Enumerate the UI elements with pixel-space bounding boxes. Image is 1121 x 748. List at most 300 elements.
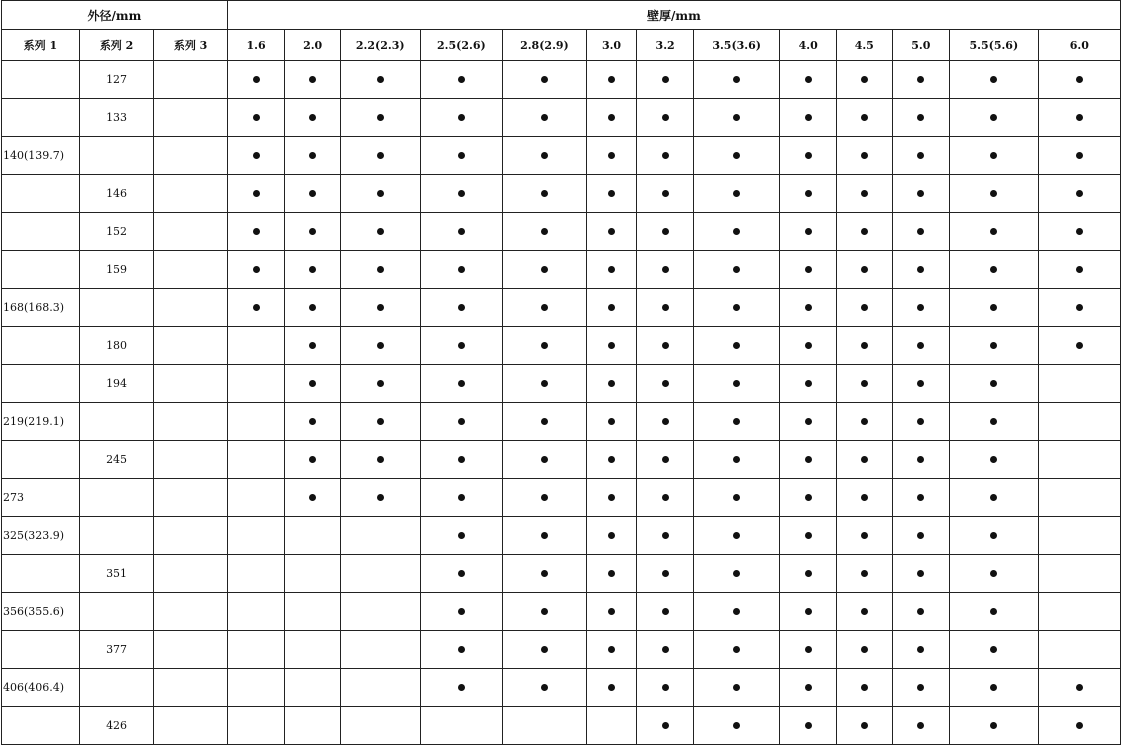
availability-dot-icon bbox=[917, 114, 924, 121]
availability-dot-icon bbox=[733, 228, 740, 235]
thickness-cell bbox=[420, 403, 503, 441]
availability-dot-icon bbox=[253, 152, 260, 159]
thickness-cell bbox=[780, 289, 837, 327]
table-row bbox=[2, 707, 1121, 745]
thickness-cell bbox=[836, 213, 892, 251]
availability-dot-icon bbox=[917, 418, 924, 425]
thickness-cell bbox=[950, 327, 1039, 365]
thickness-cell bbox=[340, 517, 420, 555]
table-row bbox=[2, 403, 1121, 441]
thickness-cell bbox=[503, 631, 587, 669]
series-3-cell bbox=[154, 175, 228, 213]
availability-dot-icon bbox=[917, 532, 924, 539]
availability-dot-icon bbox=[733, 646, 740, 653]
availability-dot-icon bbox=[917, 190, 924, 197]
series-3-cell bbox=[154, 61, 228, 99]
thickness-cell bbox=[950, 213, 1039, 251]
table-row bbox=[2, 175, 1121, 213]
thickness-cell bbox=[503, 707, 587, 745]
thickness-cell bbox=[836, 707, 892, 745]
thickness-cell bbox=[340, 137, 420, 175]
thickness-cell bbox=[950, 631, 1039, 669]
thickness-cell bbox=[780, 517, 837, 555]
availability-dot-icon bbox=[805, 684, 812, 691]
availability-dot-icon bbox=[541, 570, 548, 577]
availability-dot-icon bbox=[608, 418, 615, 425]
series-1-cell bbox=[2, 99, 80, 137]
thickness-cell bbox=[227, 175, 285, 213]
availability-dot-icon bbox=[541, 114, 548, 121]
thickness-cell bbox=[637, 403, 694, 441]
thickness-cell bbox=[780, 631, 837, 669]
thickness-cell bbox=[892, 555, 950, 593]
availability-dot-icon bbox=[662, 380, 669, 387]
thickness-cell bbox=[285, 213, 341, 251]
availability-dot-icon bbox=[990, 342, 997, 349]
thickness-cell bbox=[285, 707, 341, 745]
thickness-cell bbox=[420, 707, 503, 745]
thickness-cell bbox=[420, 631, 503, 669]
thickness-cell bbox=[340, 669, 420, 707]
availability-dot-icon bbox=[541, 646, 548, 653]
thickness-cell bbox=[950, 441, 1039, 479]
thickness-cell bbox=[637, 137, 694, 175]
thickness-cell bbox=[227, 669, 285, 707]
availability-dot-icon bbox=[458, 228, 465, 235]
thickness-cell bbox=[586, 517, 637, 555]
thickness-cell bbox=[1038, 365, 1120, 403]
thickness-cell bbox=[503, 61, 587, 99]
thickness-cell bbox=[586, 175, 637, 213]
availability-dot-icon bbox=[733, 152, 740, 159]
thickness-cell bbox=[1038, 403, 1120, 441]
availability-dot-icon bbox=[805, 532, 812, 539]
availability-dot-icon bbox=[608, 152, 615, 159]
availability-dot-icon bbox=[309, 342, 316, 349]
availability-dot-icon bbox=[253, 266, 260, 273]
thickness-cell bbox=[586, 61, 637, 99]
availability-dot-icon bbox=[541, 304, 548, 311]
series-1-cell: 219(219.1) bbox=[2, 403, 80, 441]
thickness-cell bbox=[1038, 289, 1120, 327]
availability-dot-icon bbox=[917, 380, 924, 387]
thickness-cell bbox=[227, 99, 285, 137]
thickness-cell bbox=[637, 251, 694, 289]
thickness-cell bbox=[503, 251, 587, 289]
thickness-cell bbox=[836, 631, 892, 669]
thickness-cell bbox=[1038, 175, 1120, 213]
availability-dot-icon bbox=[861, 494, 868, 501]
thickness-cell bbox=[836, 555, 892, 593]
thickness-cell bbox=[836, 441, 892, 479]
thickness-cell bbox=[503, 517, 587, 555]
thickness-cell bbox=[892, 327, 950, 365]
availability-dot-icon bbox=[662, 304, 669, 311]
thickness-cell bbox=[693, 213, 780, 251]
thickness-cell bbox=[586, 99, 637, 137]
availability-dot-icon bbox=[309, 494, 316, 501]
thickness-cell bbox=[227, 593, 285, 631]
thickness-cell bbox=[950, 403, 1039, 441]
thickness-cell bbox=[227, 289, 285, 327]
availability-dot-icon bbox=[608, 494, 615, 501]
table-row bbox=[2, 61, 1121, 99]
thickness-cell bbox=[1038, 61, 1120, 99]
thickness-cell bbox=[340, 365, 420, 403]
table-row bbox=[2, 631, 1121, 669]
thickness-cell bbox=[285, 289, 341, 327]
series-1-cell: 406(406.4) bbox=[2, 669, 80, 707]
thickness-cell bbox=[693, 631, 780, 669]
series-3-cell bbox=[154, 137, 228, 175]
thickness-cell bbox=[693, 327, 780, 365]
availability-dot-icon bbox=[458, 532, 465, 539]
table-row bbox=[2, 479, 1121, 517]
table-row bbox=[2, 213, 1121, 251]
thickness-cell bbox=[892, 403, 950, 441]
thickness-cell bbox=[340, 403, 420, 441]
thickness-cell bbox=[503, 669, 587, 707]
availability-dot-icon bbox=[458, 190, 465, 197]
availability-dot-icon bbox=[917, 684, 924, 691]
availability-dot-icon bbox=[990, 570, 997, 577]
thickness-cell bbox=[586, 669, 637, 707]
thickness-cell bbox=[586, 365, 637, 403]
availability-dot-icon bbox=[805, 342, 812, 349]
thickness-cell bbox=[503, 365, 587, 403]
availability-dot-icon bbox=[917, 266, 924, 273]
thickness-cell bbox=[693, 479, 780, 517]
availability-dot-icon bbox=[608, 608, 615, 615]
availability-dot-icon bbox=[541, 76, 548, 83]
series-2-cell bbox=[79, 669, 154, 707]
availability-dot-icon bbox=[733, 532, 740, 539]
availability-dot-icon bbox=[805, 456, 812, 463]
thickness-cell bbox=[836, 517, 892, 555]
thickness-cell bbox=[285, 441, 341, 479]
availability-dot-icon bbox=[861, 570, 868, 577]
thickness-cell bbox=[227, 441, 285, 479]
series-2-cell: 146 bbox=[79, 175, 154, 213]
series-2-cell bbox=[79, 289, 154, 327]
availability-dot-icon bbox=[917, 152, 924, 159]
table-row bbox=[2, 517, 1121, 555]
series-2-cell bbox=[79, 137, 154, 175]
availability-dot-icon bbox=[990, 418, 997, 425]
availability-dot-icon bbox=[990, 532, 997, 539]
availability-dot-icon bbox=[541, 152, 548, 159]
availability-dot-icon bbox=[608, 570, 615, 577]
thickness-cell bbox=[693, 289, 780, 327]
series-2-cell: 426 bbox=[79, 707, 154, 745]
availability-dot-icon bbox=[805, 190, 812, 197]
availability-dot-icon bbox=[608, 380, 615, 387]
availability-dot-icon bbox=[458, 608, 465, 615]
thickness-cell bbox=[420, 251, 503, 289]
availability-dot-icon bbox=[541, 228, 548, 235]
thickness-cell bbox=[1038, 707, 1120, 745]
availability-dot-icon bbox=[861, 342, 868, 349]
thickness-header: 6.0 bbox=[1038, 30, 1120, 61]
thickness-cell bbox=[637, 327, 694, 365]
thickness-header: 3.2 bbox=[637, 30, 694, 61]
availability-dot-icon bbox=[309, 304, 316, 311]
availability-dot-icon bbox=[253, 114, 260, 121]
thickness-cell bbox=[586, 441, 637, 479]
thickness-cell bbox=[892, 289, 950, 327]
availability-dot-icon bbox=[377, 456, 384, 463]
thickness-header: 2.0 bbox=[285, 30, 341, 61]
table-row bbox=[2, 555, 1121, 593]
series-2-cell: 351 bbox=[79, 555, 154, 593]
availability-dot-icon bbox=[458, 266, 465, 273]
thickness-header: 2.8(2.9) bbox=[503, 30, 587, 61]
thickness-cell bbox=[285, 403, 341, 441]
thickness-cell bbox=[340, 479, 420, 517]
series-2-cell bbox=[79, 593, 154, 631]
availability-dot-icon bbox=[377, 342, 384, 349]
thickness-cell bbox=[285, 365, 341, 403]
thickness-cell bbox=[420, 213, 503, 251]
thickness-cell bbox=[340, 213, 420, 251]
availability-dot-icon bbox=[990, 228, 997, 235]
availability-dot-icon bbox=[253, 228, 260, 235]
thickness-cell bbox=[836, 365, 892, 403]
availability-dot-icon bbox=[541, 494, 548, 501]
thickness-cell bbox=[780, 327, 837, 365]
thickness-cell bbox=[780, 137, 837, 175]
thickness-cell bbox=[950, 251, 1039, 289]
thickness-cell bbox=[340, 99, 420, 137]
thickness-cell bbox=[892, 137, 950, 175]
thickness-cell bbox=[780, 61, 837, 99]
thickness-cell bbox=[1038, 479, 1120, 517]
availability-dot-icon bbox=[917, 228, 924, 235]
thickness-header: 3.0 bbox=[586, 30, 637, 61]
availability-dot-icon bbox=[662, 114, 669, 121]
availability-dot-icon bbox=[662, 342, 669, 349]
availability-dot-icon bbox=[608, 190, 615, 197]
availability-dot-icon bbox=[917, 646, 924, 653]
availability-dot-icon bbox=[458, 114, 465, 121]
availability-dot-icon bbox=[733, 190, 740, 197]
thickness-cell bbox=[892, 631, 950, 669]
availability-dot-icon bbox=[805, 304, 812, 311]
availability-dot-icon bbox=[917, 608, 924, 615]
thickness-cell bbox=[950, 669, 1039, 707]
thickness-cell bbox=[285, 99, 341, 137]
series-3-cell bbox=[154, 251, 228, 289]
availability-dot-icon bbox=[733, 684, 740, 691]
series-1-cell: 168(168.3) bbox=[2, 289, 80, 327]
thickness-cell bbox=[637, 175, 694, 213]
series-3-header: 系列 3 bbox=[154, 30, 228, 61]
series-1-cell bbox=[2, 365, 80, 403]
thickness-cell bbox=[340, 631, 420, 669]
thickness-cell bbox=[227, 403, 285, 441]
series-3-cell bbox=[154, 593, 228, 631]
availability-dot-icon bbox=[253, 76, 260, 83]
availability-dot-icon bbox=[990, 684, 997, 691]
thickness-cell bbox=[950, 99, 1039, 137]
thickness-cell bbox=[950, 175, 1039, 213]
table-row bbox=[2, 441, 1121, 479]
series-3-cell bbox=[154, 213, 228, 251]
thickness-cell bbox=[780, 479, 837, 517]
thickness-cell bbox=[892, 517, 950, 555]
thickness-header: 5.5(5.6) bbox=[950, 30, 1039, 61]
thickness-cell bbox=[637, 555, 694, 593]
table-row bbox=[2, 251, 1121, 289]
thickness-cell bbox=[1038, 441, 1120, 479]
availability-dot-icon bbox=[309, 152, 316, 159]
availability-dot-icon bbox=[1076, 304, 1083, 311]
thickness-cell bbox=[1038, 99, 1120, 137]
availability-dot-icon bbox=[458, 494, 465, 501]
availability-dot-icon bbox=[458, 570, 465, 577]
availability-dot-icon bbox=[608, 114, 615, 121]
availability-dot-icon bbox=[861, 152, 868, 159]
availability-dot-icon bbox=[662, 646, 669, 653]
availability-dot-icon bbox=[861, 532, 868, 539]
thickness-cell bbox=[637, 61, 694, 99]
availability-dot-icon bbox=[1076, 114, 1083, 121]
thickness-cell bbox=[340, 327, 420, 365]
table-body bbox=[2, 61, 1121, 745]
series-1-header: 系列 1 bbox=[2, 30, 80, 61]
series-2-cell: 245 bbox=[79, 441, 154, 479]
series-3-cell bbox=[154, 99, 228, 137]
availability-dot-icon bbox=[917, 456, 924, 463]
thickness-cell bbox=[420, 137, 503, 175]
availability-dot-icon bbox=[805, 152, 812, 159]
series-2-cell: 194 bbox=[79, 365, 154, 403]
thickness-cell bbox=[836, 251, 892, 289]
thickness-header: 5.0 bbox=[892, 30, 950, 61]
thickness-cell bbox=[637, 99, 694, 137]
thickness-cell bbox=[227, 479, 285, 517]
thickness-cell bbox=[892, 99, 950, 137]
thickness-cell bbox=[780, 555, 837, 593]
thickness-cell bbox=[637, 441, 694, 479]
thickness-cell bbox=[586, 593, 637, 631]
thickness-header: 2.2(2.3) bbox=[340, 30, 420, 61]
availability-dot-icon bbox=[990, 152, 997, 159]
thickness-cell bbox=[503, 99, 587, 137]
thickness-cell bbox=[420, 61, 503, 99]
thickness-cell bbox=[340, 61, 420, 99]
availability-dot-icon bbox=[608, 228, 615, 235]
thickness-cell bbox=[693, 441, 780, 479]
thickness-cell bbox=[340, 555, 420, 593]
thickness-cell bbox=[227, 213, 285, 251]
availability-dot-icon bbox=[1076, 722, 1083, 729]
availability-dot-icon bbox=[990, 608, 997, 615]
availability-dot-icon bbox=[458, 684, 465, 691]
availability-dot-icon bbox=[990, 76, 997, 83]
series-2-cell: 377 bbox=[79, 631, 154, 669]
availability-dot-icon bbox=[1076, 190, 1083, 197]
thickness-cell bbox=[892, 707, 950, 745]
thickness-cell bbox=[285, 327, 341, 365]
availability-dot-icon bbox=[733, 570, 740, 577]
thickness-cell bbox=[340, 441, 420, 479]
thickness-cell bbox=[637, 213, 694, 251]
availability-dot-icon bbox=[861, 684, 868, 691]
availability-dot-icon bbox=[917, 342, 924, 349]
thickness-cell bbox=[285, 555, 341, 593]
thickness-cell bbox=[637, 631, 694, 669]
availability-dot-icon bbox=[309, 418, 316, 425]
availability-dot-icon bbox=[733, 380, 740, 387]
thickness-cell bbox=[586, 707, 637, 745]
table-row bbox=[2, 365, 1121, 403]
thickness-cell bbox=[420, 441, 503, 479]
series-3-cell bbox=[154, 555, 228, 593]
availability-dot-icon bbox=[377, 494, 384, 501]
series-1-cell: 273 bbox=[2, 479, 80, 517]
thickness-cell bbox=[1038, 631, 1120, 669]
thickness-cell bbox=[227, 707, 285, 745]
thickness-header: 2.5(2.6) bbox=[420, 30, 503, 61]
thickness-cell bbox=[637, 593, 694, 631]
availability-dot-icon bbox=[309, 190, 316, 197]
series-3-cell bbox=[154, 403, 228, 441]
thickness-cell bbox=[227, 327, 285, 365]
thickness-cell bbox=[340, 251, 420, 289]
thickness-cell bbox=[950, 365, 1039, 403]
availability-dot-icon bbox=[608, 76, 615, 83]
thickness-cell bbox=[836, 669, 892, 707]
thickness-cell bbox=[637, 479, 694, 517]
availability-dot-icon bbox=[662, 608, 669, 615]
availability-dot-icon bbox=[608, 456, 615, 463]
thickness-cell bbox=[503, 479, 587, 517]
thickness-cell bbox=[637, 517, 694, 555]
availability-dot-icon bbox=[541, 380, 548, 387]
availability-dot-icon bbox=[861, 646, 868, 653]
availability-dot-icon bbox=[309, 76, 316, 83]
thickness-cell bbox=[285, 669, 341, 707]
thickness-cell bbox=[420, 99, 503, 137]
availability-dot-icon bbox=[309, 228, 316, 235]
availability-dot-icon bbox=[861, 114, 868, 121]
series-1-cell: 356(355.6) bbox=[2, 593, 80, 631]
availability-dot-icon bbox=[541, 342, 548, 349]
thickness-cell bbox=[285, 479, 341, 517]
thickness-cell bbox=[586, 289, 637, 327]
thickness-cell bbox=[420, 593, 503, 631]
thickness-cell bbox=[285, 137, 341, 175]
availability-dot-icon bbox=[458, 76, 465, 83]
availability-dot-icon bbox=[733, 304, 740, 311]
availability-dot-icon bbox=[990, 722, 997, 729]
thickness-cell bbox=[836, 99, 892, 137]
availability-dot-icon bbox=[733, 76, 740, 83]
availability-dot-icon bbox=[608, 342, 615, 349]
availability-dot-icon bbox=[805, 228, 812, 235]
thickness-cell bbox=[586, 327, 637, 365]
thickness-cell bbox=[892, 365, 950, 403]
table-row bbox=[2, 669, 1121, 707]
availability-dot-icon bbox=[458, 418, 465, 425]
table-row bbox=[2, 99, 1121, 137]
thickness-cell bbox=[503, 593, 587, 631]
thickness-cell bbox=[693, 403, 780, 441]
availability-dot-icon bbox=[805, 380, 812, 387]
series-1-cell bbox=[2, 707, 80, 745]
availability-dot-icon bbox=[458, 646, 465, 653]
